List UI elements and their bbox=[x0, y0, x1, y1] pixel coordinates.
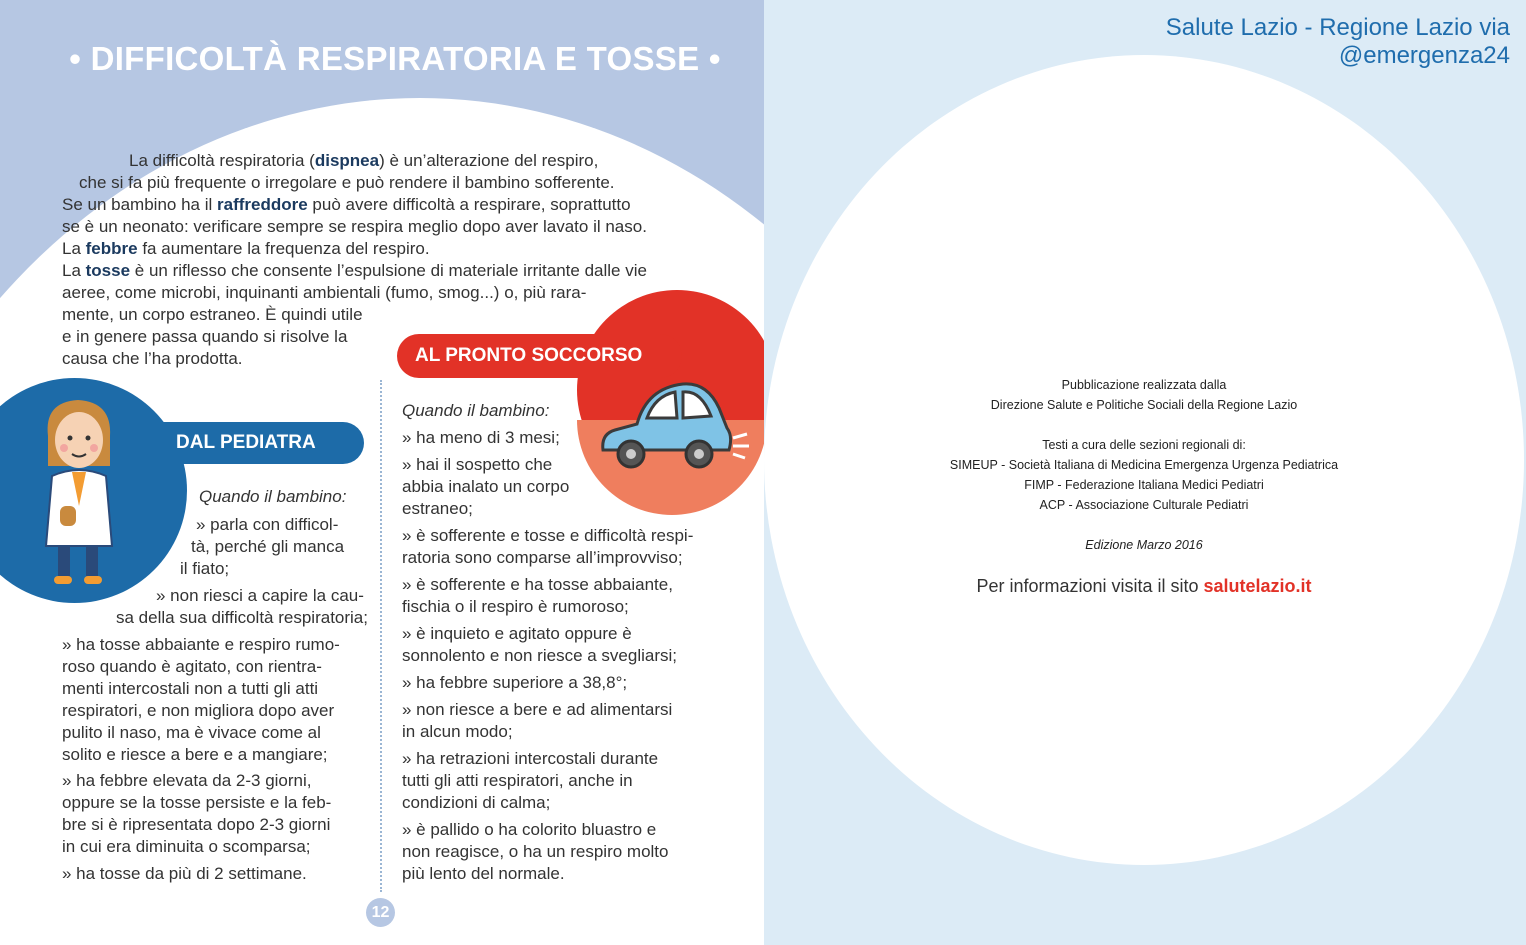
credit-line: Testi a cura delle sezioni regionali di: bbox=[1042, 438, 1246, 452]
list-item: oppure se la tosse persiste e la feb- bbox=[62, 793, 332, 812]
list-item: » è sofferente e ha tosse abbaiante, bbox=[402, 575, 673, 594]
intro-line: se è un neonato: verificare sempre se respira meglio dopo aver lavato il naso. bbox=[62, 217, 647, 236]
intro-line: causa che l’ha prodotta. bbox=[62, 349, 243, 368]
intro-line: e in genere passa quando si risolve la bbox=[62, 327, 348, 346]
list-item: » non riesci a capire la cau- bbox=[156, 586, 364, 605]
watermark: Salute Lazio - Regione Lazio via @emergenza24 bbox=[1165, 14, 1510, 69]
right-page bbox=[764, 0, 1526, 945]
list-item: » è inquieto e agitato oppure è bbox=[402, 624, 632, 643]
list-item: » è pallido o ha colorito bluastro e bbox=[402, 820, 657, 839]
page-title: • DIFFICOLTÀ RESPIRATORIA E TOSSE • bbox=[69, 40, 721, 77]
list-item: pulito il naso, ma è vivace come al bbox=[62, 723, 321, 742]
list-item: il fiato; bbox=[180, 559, 230, 578]
emergency-heading: AL PRONTO SOCCORSO bbox=[397, 334, 682, 378]
list-item: respiratori, e non migliora dopo aver bbox=[62, 701, 335, 720]
credit-line: Direzione Salute e Politiche Sociali della Regione Lazio bbox=[990, 398, 1298, 412]
intro-line: che si fa più frequente o irregolare e può rendere il bambino sofferente. bbox=[79, 173, 615, 192]
intro-line: aeree, come microbi, inquinanti ambientali (fumo, smog...) o, più rara- bbox=[62, 283, 587, 302]
list-item: tutti gli atti respiratori, anche in bbox=[402, 771, 633, 790]
intro-line: Se un bambino ha il raffreddore può avere difficoltà a respirare, soprattutto bbox=[62, 195, 631, 214]
pediatrician-lead: Quando il bambino: bbox=[199, 487, 347, 506]
page-number: 12 bbox=[366, 898, 395, 927]
credit-line: Pubblicazione realizzata dalla bbox=[1061, 378, 1227, 392]
list-item: » parla con difficol- bbox=[196, 515, 339, 534]
list-item: sonnolento e non riesce a svegliarsi; bbox=[402, 646, 677, 665]
list-item: » ha febbre elevata da 2-3 giorni, bbox=[62, 771, 312, 790]
intro-line: mente, un corpo estraneo. È quindi utile bbox=[62, 305, 363, 324]
list-item: fischia o il respiro è rumoroso; bbox=[402, 597, 629, 616]
info-text: Per informazioni visita il sito bbox=[976, 576, 1204, 596]
list-item: ratoria sono comparse all’improvviso; bbox=[402, 548, 683, 567]
list-item: solito e riesce a bere e a mangiare; bbox=[62, 745, 328, 764]
emergency-lead: Quando il bambino: bbox=[402, 401, 550, 420]
list-item: » non riesce a bere e ad alimentarsi bbox=[402, 700, 673, 719]
list-item: » ha meno di 3 mesi; bbox=[402, 428, 560, 447]
intro-line: La difficoltà respiratoria (dispnea) è un’alterazione del respiro, bbox=[129, 151, 599, 170]
pediatrician-heading: DAL PEDIATRA bbox=[140, 422, 364, 464]
credit-line: SIMEUP - Società Italiana di Medicina Emergenza Urgenza Pediatrica bbox=[949, 458, 1339, 472]
list-item: tà, perché gli manca bbox=[191, 537, 345, 556]
list-item: menti intercostali non a tutti gli atti bbox=[62, 679, 319, 698]
list-item: non reagisce, o ha un respiro molto bbox=[402, 842, 669, 861]
list-item: abbia inalato un corpo bbox=[402, 477, 570, 496]
list-item: in alcun modo; bbox=[402, 722, 513, 741]
site-link[interactable]: salutelazio.it bbox=[1203, 576, 1312, 596]
credit-line: ACP - Associazione Culturale Pediatri bbox=[1039, 498, 1249, 512]
list-item: estraneo; bbox=[402, 499, 473, 518]
list-item: in cui era diminuita o scomparsa; bbox=[62, 837, 311, 856]
list-item: » ha retrazioni intercostali durante bbox=[402, 749, 659, 768]
intro-line: La tosse è un riflesso che consente l’espulsione di materiale irritante dalle vie bbox=[62, 261, 647, 280]
list-item: » ha tosse da più di 2 settimane. bbox=[62, 864, 307, 883]
credit-line: FIMP - Federazione Italiana Medici Pediatri bbox=[1024, 478, 1264, 492]
list-item: » è sofferente e tosse e difficoltà respi- bbox=[402, 526, 694, 545]
list-item: più lento del normale. bbox=[402, 864, 565, 883]
list-item: » ha tosse abbaiante e respiro rumo- bbox=[62, 635, 340, 654]
intro-line: La febbre fa aumentare la frequenza del respiro. bbox=[62, 239, 430, 258]
list-item: sa della sua difficoltà respiratoria; bbox=[116, 608, 368, 627]
info-line bbox=[764, 576, 1524, 597]
edition-line: Edizione Marzo 2016 bbox=[1085, 538, 1203, 552]
list-item: » hai il sospetto che bbox=[402, 455, 553, 474]
list-item: » ha febbre superiore a 38,8°; bbox=[402, 673, 628, 692]
list-item: roso quando è agitato, con rientra- bbox=[62, 657, 322, 676]
list-item: condizioni di calma; bbox=[402, 793, 551, 812]
list-item: bre si è ripresentata dopo 2-3 giorni bbox=[62, 815, 331, 834]
